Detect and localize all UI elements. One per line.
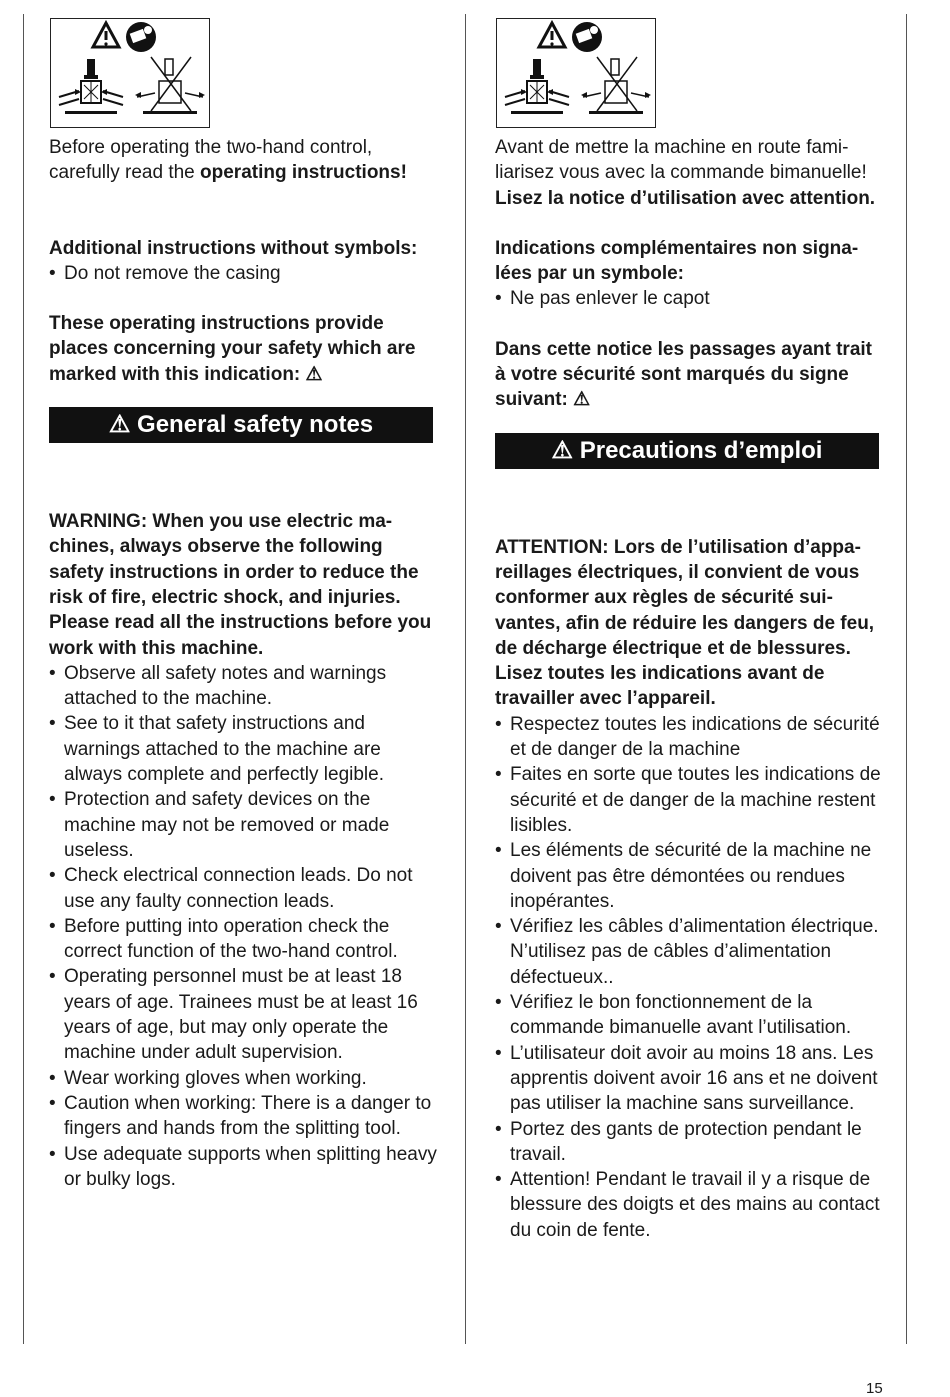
warning-paragraph: WARNING: When you use electric machines, always observe the following safety instructions in order to reduce the risk of fire, electric shock, and injuries.: [49, 511, 419, 608]
list-item: • Respectez toutes les indications de sécurité et de danger de la machine: [495, 712, 885, 763]
safety-pictogram: [496, 18, 656, 128]
read-instructions-paragraph: Please read all the instructions before you work with this machine.: [49, 612, 432, 659]
list-item: • Do not remove the casing: [49, 261, 439, 286]
list-item: • Before putting into operation check the correct function of the two-hand control.: [49, 914, 439, 965]
intro-paragraph: [49, 135, 439, 186]
additional-instructions-list: [49, 261, 439, 286]
right-margin-rule: [906, 14, 907, 1344]
two-hand-control-pictogram-icon: [51, 19, 209, 127]
english-column: [49, 18, 439, 1192]
list-item: • Protection and safety devices on the machine may not be removed or made useless.: [49, 787, 439, 863]
list-item: • Observe all safety notes and warnings attached to the machine.: [49, 661, 439, 712]
safety-bullet-list: [49, 661, 439, 1192]
list-item: • Attention! Pendant le travail il y a risque de blessure des doigts et des mains au contact du coin de fente.: [495, 1167, 885, 1243]
list-item: • Faites en sorte que toutes les indications de sécurité et de danger de la machine restent lisibles.: [495, 762, 885, 838]
safety-indication-paragraph: [49, 311, 439, 387]
additional-instructions-heading: Indications complémentaires non signalées par un symbole:: [495, 237, 859, 285]
list-item: • Operating personnel must be at least 18 years of age. Trainees must be at least 16 years of age, but may only operate the machine under adult supervision.: [49, 964, 439, 1065]
intro-text: Before operating the two-hand control, carefully read the: [49, 137, 373, 184]
list-item: • Vérifiez le bon fonctionnement de la commande bimanuelle avant l’utilisation.: [495, 990, 885, 1041]
center-column-rule: [465, 14, 466, 1344]
safety-bullet-list: [495, 712, 885, 1243]
warning-paragraph: ATTENTION: Lors de l’utilisation d’appareillages électriques, il convient de vous conformer aux règles de sécurité suivantes, afin de réduire les dangers de feu, de décharge électrique et de blessures.: [495, 536, 875, 659]
list-item: • Caution when working: There is a danger to fingers and hands from the splitting tool.: [49, 1091, 439, 1142]
intro-bold-text: operating instructions!: [200, 162, 407, 184]
warning-triangle-icon: ⚠: [573, 389, 591, 411]
list-item: • See to it that safety instructions and warnings attached to the machine are always complete and perfectly legible.: [49, 711, 439, 787]
safety-indication-paragraph: [495, 337, 885, 413]
intro-bold-text: Lisez la notice d’utilisation avec attention.: [495, 187, 876, 209]
warning-triangle-icon: ⚠: [305, 363, 323, 385]
safety-indication-text: Dans cette notice les passages ayant trait à votre sécurité sont marqués du signe suivant:: [495, 338, 872, 411]
list-item: • Use adequate supports when splitting heavy or bulky logs.: [49, 1142, 439, 1193]
left-margin-rule: [23, 14, 24, 1344]
safety-pictogram: [50, 18, 210, 128]
page-number: 15: [866, 1380, 883, 1397]
section-banner: ⚠ General safety notes: [49, 407, 433, 443]
list-item: • Vérifiez les câbles d’alimentation électrique. N’utilisez pas de câbles d’alimentation défectueux..: [495, 914, 885, 990]
list-item: • Check electrical connection leads. Do not use any faulty connection leads.: [49, 863, 439, 914]
safety-indication-text: These operating instructions provide places concerning your safety which are marked with this indication:: [49, 313, 416, 385]
list-item: • Les éléments de sécurité de la machine ne doivent pas être démontées ou rendues inopérantes.: [495, 838, 885, 914]
list-item: • Portez des gants de protection pendant le travail.: [495, 1117, 885, 1168]
two-hand-control-pictogram-icon: [497, 19, 655, 127]
french-column: [495, 18, 885, 1243]
additional-instructions-list: [495, 286, 885, 311]
list-item: • L’utilisateur doit avoir au moins 18 ans. Les apprentis doivent avoir 16 ans et ne doivent pas utiliser la machine sans surveillance.: [495, 1041, 885, 1117]
additional-instructions-heading: Additional instructions without symbols:: [49, 237, 418, 259]
read-instructions-paragraph: Lisez toutes les indications avant de travailler avec l’appareil.: [495, 663, 825, 710]
list-item: • Ne pas enlever le capot: [495, 286, 885, 311]
intro-paragraph: [495, 135, 885, 211]
section-banner: ⚠ Precautions d’emploi: [495, 433, 879, 469]
list-item: • Wear working gloves when working.: [49, 1066, 439, 1091]
intro-text: Avant de mettre la machine en route familiarisez vous avec la commande bimanuelle!: [495, 137, 867, 184]
